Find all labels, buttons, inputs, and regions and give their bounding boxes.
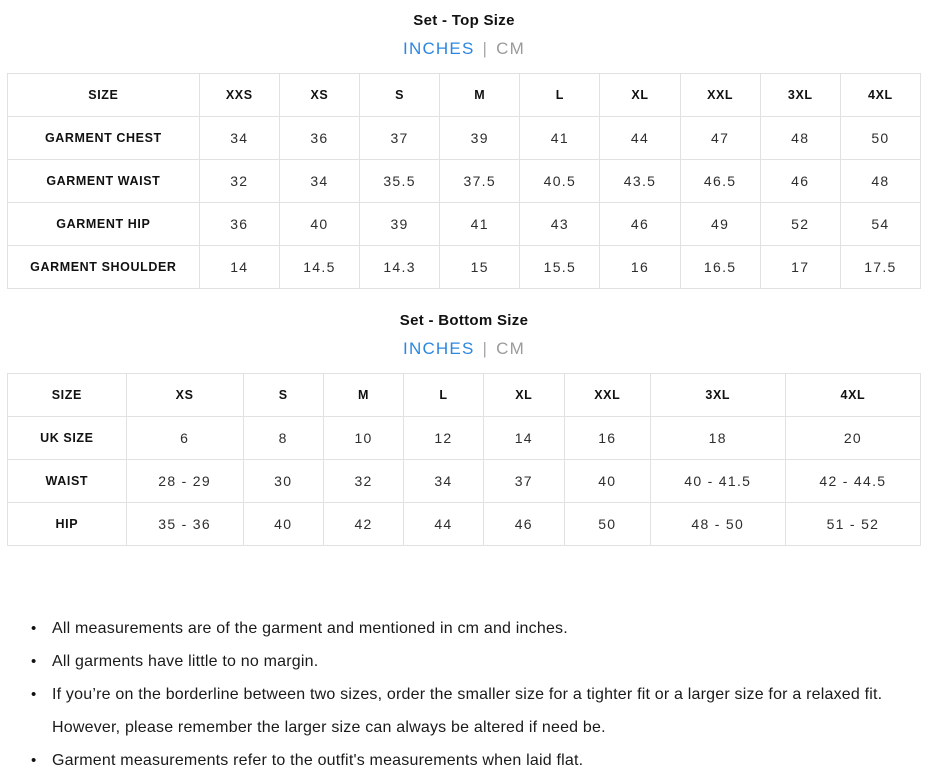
measurement-cell: 36 [199, 203, 279, 246]
bottom-unit-inches-link[interactable]: INCHES [403, 339, 475, 358]
measurement-cell: 14 [199, 246, 279, 289]
measurement-cell: 39 [440, 117, 520, 160]
table-row [8, 203, 921, 246]
column-header: XXS [199, 74, 279, 117]
table-row [8, 460, 921, 503]
bottom-size-table [7, 373, 921, 546]
measurement-cell: 51 - 52 [785, 503, 920, 546]
measurement-cell: 50 [564, 503, 650, 546]
column-header: XS [279, 74, 359, 117]
note-item: • If you’re on the borderline between two sizes, order the smaller size for a tighter fit or a larger size for a relaxed fit. However, please remember the larger size can always be altered if need be. [30, 678, 904, 744]
row-label: GARMENT SHOULDER [8, 246, 200, 289]
measurement-cell: 34 [279, 160, 359, 203]
column-header: XL [483, 374, 564, 417]
measurement-cell: 41 [520, 117, 600, 160]
bottom-size-title: Set - Bottom Size [399, 312, 529, 329]
measurement-cell: 48 - 50 [650, 503, 785, 546]
measurement-cell: 37 [360, 117, 440, 160]
measurement-cell: 47 [680, 117, 760, 160]
measurement-cell: 14.5 [279, 246, 359, 289]
measurement-cell: 46 [760, 160, 840, 203]
measurement-cell: 37 [483, 460, 564, 503]
measurement-cell: 8 [243, 417, 323, 460]
column-header: 4XL [785, 374, 920, 417]
table-header-row [8, 374, 921, 417]
measurement-cell: 49 [680, 203, 760, 246]
measurement-cell: 43.5 [600, 160, 680, 203]
measurement-cell: 40 [564, 460, 650, 503]
measurement-cell: 16 [564, 417, 650, 460]
column-header: 3XL [760, 74, 840, 117]
table-row [8, 417, 921, 460]
measurement-cell: 40 [279, 203, 359, 246]
measurement-cell: 28 - 29 [126, 460, 243, 503]
measurement-cell: 35.5 [360, 160, 440, 203]
measurement-cell: 40 [243, 503, 323, 546]
measurement-cell: 15 [440, 246, 520, 289]
column-header: SIZE [8, 374, 127, 417]
measurement-cell: 10 [323, 417, 403, 460]
top-unit-inches-link[interactable]: INCHES [403, 39, 475, 58]
measurement-cell: 46 [483, 503, 564, 546]
measurement-cell: 41 [440, 203, 520, 246]
measurement-cell: 39 [360, 203, 440, 246]
row-label: GARMENT HIP [8, 203, 200, 246]
row-label: GARMENT CHEST [8, 117, 200, 160]
measurement-cell: 48 [840, 160, 920, 203]
table-row [8, 160, 921, 203]
measurement-cell: 17.5 [840, 246, 920, 289]
top-size-title: Set - Top Size [413, 12, 515, 29]
measurement-cell: 16 [600, 246, 680, 289]
measurement-cell: 15.5 [520, 246, 600, 289]
measurement-cell: 35 - 36 [126, 503, 243, 546]
column-header: XS [126, 374, 243, 417]
column-header: L [404, 374, 483, 417]
measurement-cell: 48 [760, 117, 840, 160]
measurement-cell: 50 [840, 117, 920, 160]
note-item: • Garment measurements refer to the outfit's measurements when laid flat. [30, 744, 904, 777]
measurement-cell: 17 [760, 246, 840, 289]
measurement-cell: 40 - 41.5 [650, 460, 785, 503]
measurement-cell: 54 [840, 203, 920, 246]
top-size-section [0, 12, 928, 289]
measurement-cell: 16.5 [680, 246, 760, 289]
column-header: M [323, 374, 403, 417]
row-label: GARMENT WAIST [8, 160, 200, 203]
measurement-cell: 36 [279, 117, 359, 160]
column-header: 4XL [840, 74, 920, 117]
table-row [8, 246, 921, 289]
measurement-cell: 30 [243, 460, 323, 503]
column-header: S [243, 374, 323, 417]
row-label: UK SIZE [8, 417, 127, 460]
measurement-cell: 20 [785, 417, 920, 460]
table-row [8, 117, 921, 160]
bottom-unit-toggle [0, 338, 928, 360]
measurement-cell: 46 [600, 203, 680, 246]
bottom-unit-cm-link[interactable]: CM [496, 339, 525, 358]
measurement-cell: 18 [650, 417, 785, 460]
note-item: • All measurements are of the garment and mentioned in cm and inches. [30, 612, 904, 645]
column-header: XXL [680, 74, 760, 117]
measurement-cell: 34 [404, 460, 483, 503]
measurement-cell: 37.5 [440, 160, 520, 203]
measurement-cell: 52 [760, 203, 840, 246]
measurement-cell: 6 [126, 417, 243, 460]
measurement-notes-list [30, 612, 904, 777]
unit-divider: | [482, 339, 489, 358]
column-header: M [440, 74, 520, 117]
measurement-cell: 32 [323, 460, 403, 503]
column-header: S [360, 74, 440, 117]
measurement-cell: 14.3 [360, 246, 440, 289]
unit-divider: | [482, 39, 489, 58]
measurement-cell: 44 [600, 117, 680, 160]
top-unit-cm-link[interactable]: CM [496, 39, 525, 58]
column-header: SIZE [8, 74, 200, 117]
measurement-cell: 44 [404, 503, 483, 546]
bottom-size-section [0, 312, 928, 546]
column-header: 3XL [650, 374, 785, 417]
note-item: • All garments have little to no margin. [30, 645, 904, 678]
top-size-table [7, 73, 921, 289]
table-row [8, 503, 921, 546]
column-header: L [520, 74, 600, 117]
row-label: HIP [8, 503, 127, 546]
measurement-cell: 14 [483, 417, 564, 460]
column-header: XXL [564, 374, 650, 417]
measurement-cell: 42 [323, 503, 403, 546]
measurement-cell: 34 [199, 117, 279, 160]
column-header: XL [600, 74, 680, 117]
measurement-cell: 40.5 [520, 160, 600, 203]
measurement-cell: 32 [199, 160, 279, 203]
measurement-cell: 12 [404, 417, 483, 460]
measurement-cell: 42 - 44.5 [785, 460, 920, 503]
measurement-cell: 43 [520, 203, 600, 246]
table-header-row [8, 74, 921, 117]
top-unit-toggle [0, 38, 928, 60]
measurement-cell: 46.5 [680, 160, 760, 203]
row-label: WAIST [8, 460, 127, 503]
